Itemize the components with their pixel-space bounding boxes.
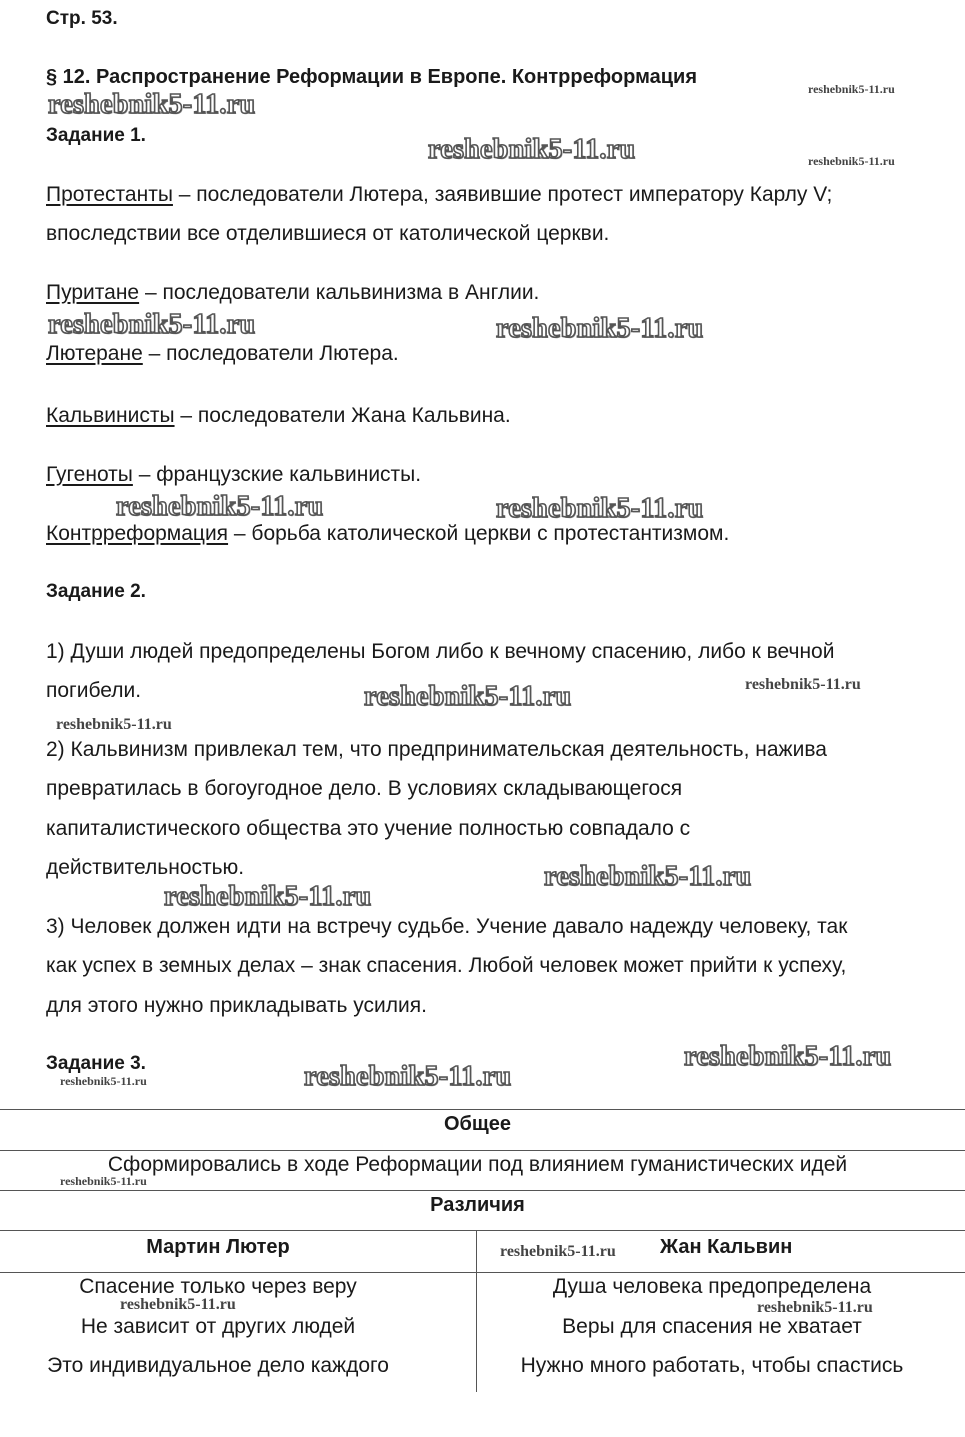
watermark: reshebnik5-11.ru [496,493,704,524]
watermark: reshebnik5-11.ru [757,1299,873,1316]
watermark: reshebnik5-11.ru [808,82,895,96]
term: Контрреформация [46,522,229,545]
calvin-item: Душа человека предопределена [552,1275,872,1298]
task1-item-lutherans [46,342,399,366]
common-header: Общее [443,1113,512,1135]
watermark: reshebnik5-11.ru [56,716,172,733]
watermark: reshebnik5-11.ru [48,89,256,120]
table-border [0,1150,965,1151]
definition: – последователи Жана Кальвина. [174,404,511,427]
column-header-calvin: Жан Кальвин [660,1236,793,1258]
definition: – борьба католической церкви с протестантизмом. [228,522,730,545]
task1-title: Задание 1. [46,125,146,146]
task2-line: 2) Кальвинизм привлекал тем, что предпринимательская деятельность, нажива [46,738,827,761]
common-text: Сформировались в ходе Реформации под влиянием гуманистических идей [107,1153,848,1176]
task3-title: Задание 3. [46,1053,146,1074]
watermark: reshebnik5-11.ru [364,681,572,712]
watermark: reshebnik5-11.ru [544,861,752,892]
page-title: § 12. Распространение Реформации в Европе. Контрреформация [46,66,698,88]
watermark: reshebnik5-11.ru [684,1041,892,1072]
watermark: reshebnik5-11.ru [116,491,324,522]
task2-line: превратилась в богоугодное дело. В условиях складывающегося [46,777,683,800]
task1-item-counterreformation [46,522,729,546]
term: Лютеране [46,342,143,365]
calvin-item: Нужно много работать, чтобы спастись [520,1354,904,1377]
watermark: reshebnik5-11.ru [60,1074,147,1088]
watermark: reshebnik5-11.ru [500,1243,616,1260]
definition: – французские кальвинисты. [132,463,422,486]
task2-line: капиталистического общества это учение полностью совпадало с [46,817,691,840]
luther-item: Не зависит от других людей [80,1315,356,1338]
definition: – последователи Лютера. [142,342,399,365]
task1-item-protestants [46,183,832,207]
table-border [0,1230,965,1231]
term: Пуритане [46,281,140,304]
task2-line: для этого нужно прикладывать усилия. [46,994,427,1017]
task1-item-huguenots [46,463,421,487]
watermark: reshebnik5-11.ru [808,154,895,168]
definition: – последователи кальвинизма в Англии. [139,281,540,304]
table-border [0,1272,965,1273]
watermark: reshebnik5-11.ru [304,1061,512,1092]
task2-line: действительностью. [46,856,245,879]
task2-line: 3) Человек должен идти на встречу судьбе. Учение давало надежду человеку, так [46,915,848,938]
definition: – последователи Лютера, заявившие протест императору Карлу V; [172,183,833,206]
differences-header: Различия [430,1194,525,1216]
task1-item-puritans [46,281,539,305]
term: Протестанты [46,183,173,206]
table-border [0,1190,965,1191]
watermark: reshebnik5-11.ru [745,676,861,693]
watermark: reshebnik5-11.ru [48,309,256,340]
task2-title: Задание 2. [46,581,146,602]
watermark: reshebnik5-11.ru [120,1296,236,1313]
watermark: reshebnik5-11.ru [60,1174,147,1188]
luther-item: Это индивидуальное дело каждого [47,1354,389,1377]
table-border [0,1109,965,1110]
task1-item-calvinists [46,404,511,428]
task1-item-protestants-cont: впоследствии все отделившиеся от католической церкви. [46,222,610,245]
task2-line: погибели. [46,679,142,702]
task2-line: 1) Души людей предопределены Богом либо к вечному спасению, либо к вечной [46,640,835,663]
column-header-luther: Мартин Лютер [146,1236,290,1258]
calvin-item: Веры для спасения не хватает [562,1315,862,1338]
term: Кальвинисты [46,404,175,427]
luther-item: Спасение только через веру [79,1275,357,1298]
task2-line: как успех в земных делах – знак спасения. Любой человек может прийти к успеху, [46,954,847,977]
page-number: Стр. 53. [46,8,118,29]
watermark: reshebnik5-11.ru [428,134,636,165]
term: Гугеноты [46,463,133,486]
watermark: reshebnik5-11.ru [496,313,704,344]
watermark: reshebnik5-11.ru [164,881,372,912]
